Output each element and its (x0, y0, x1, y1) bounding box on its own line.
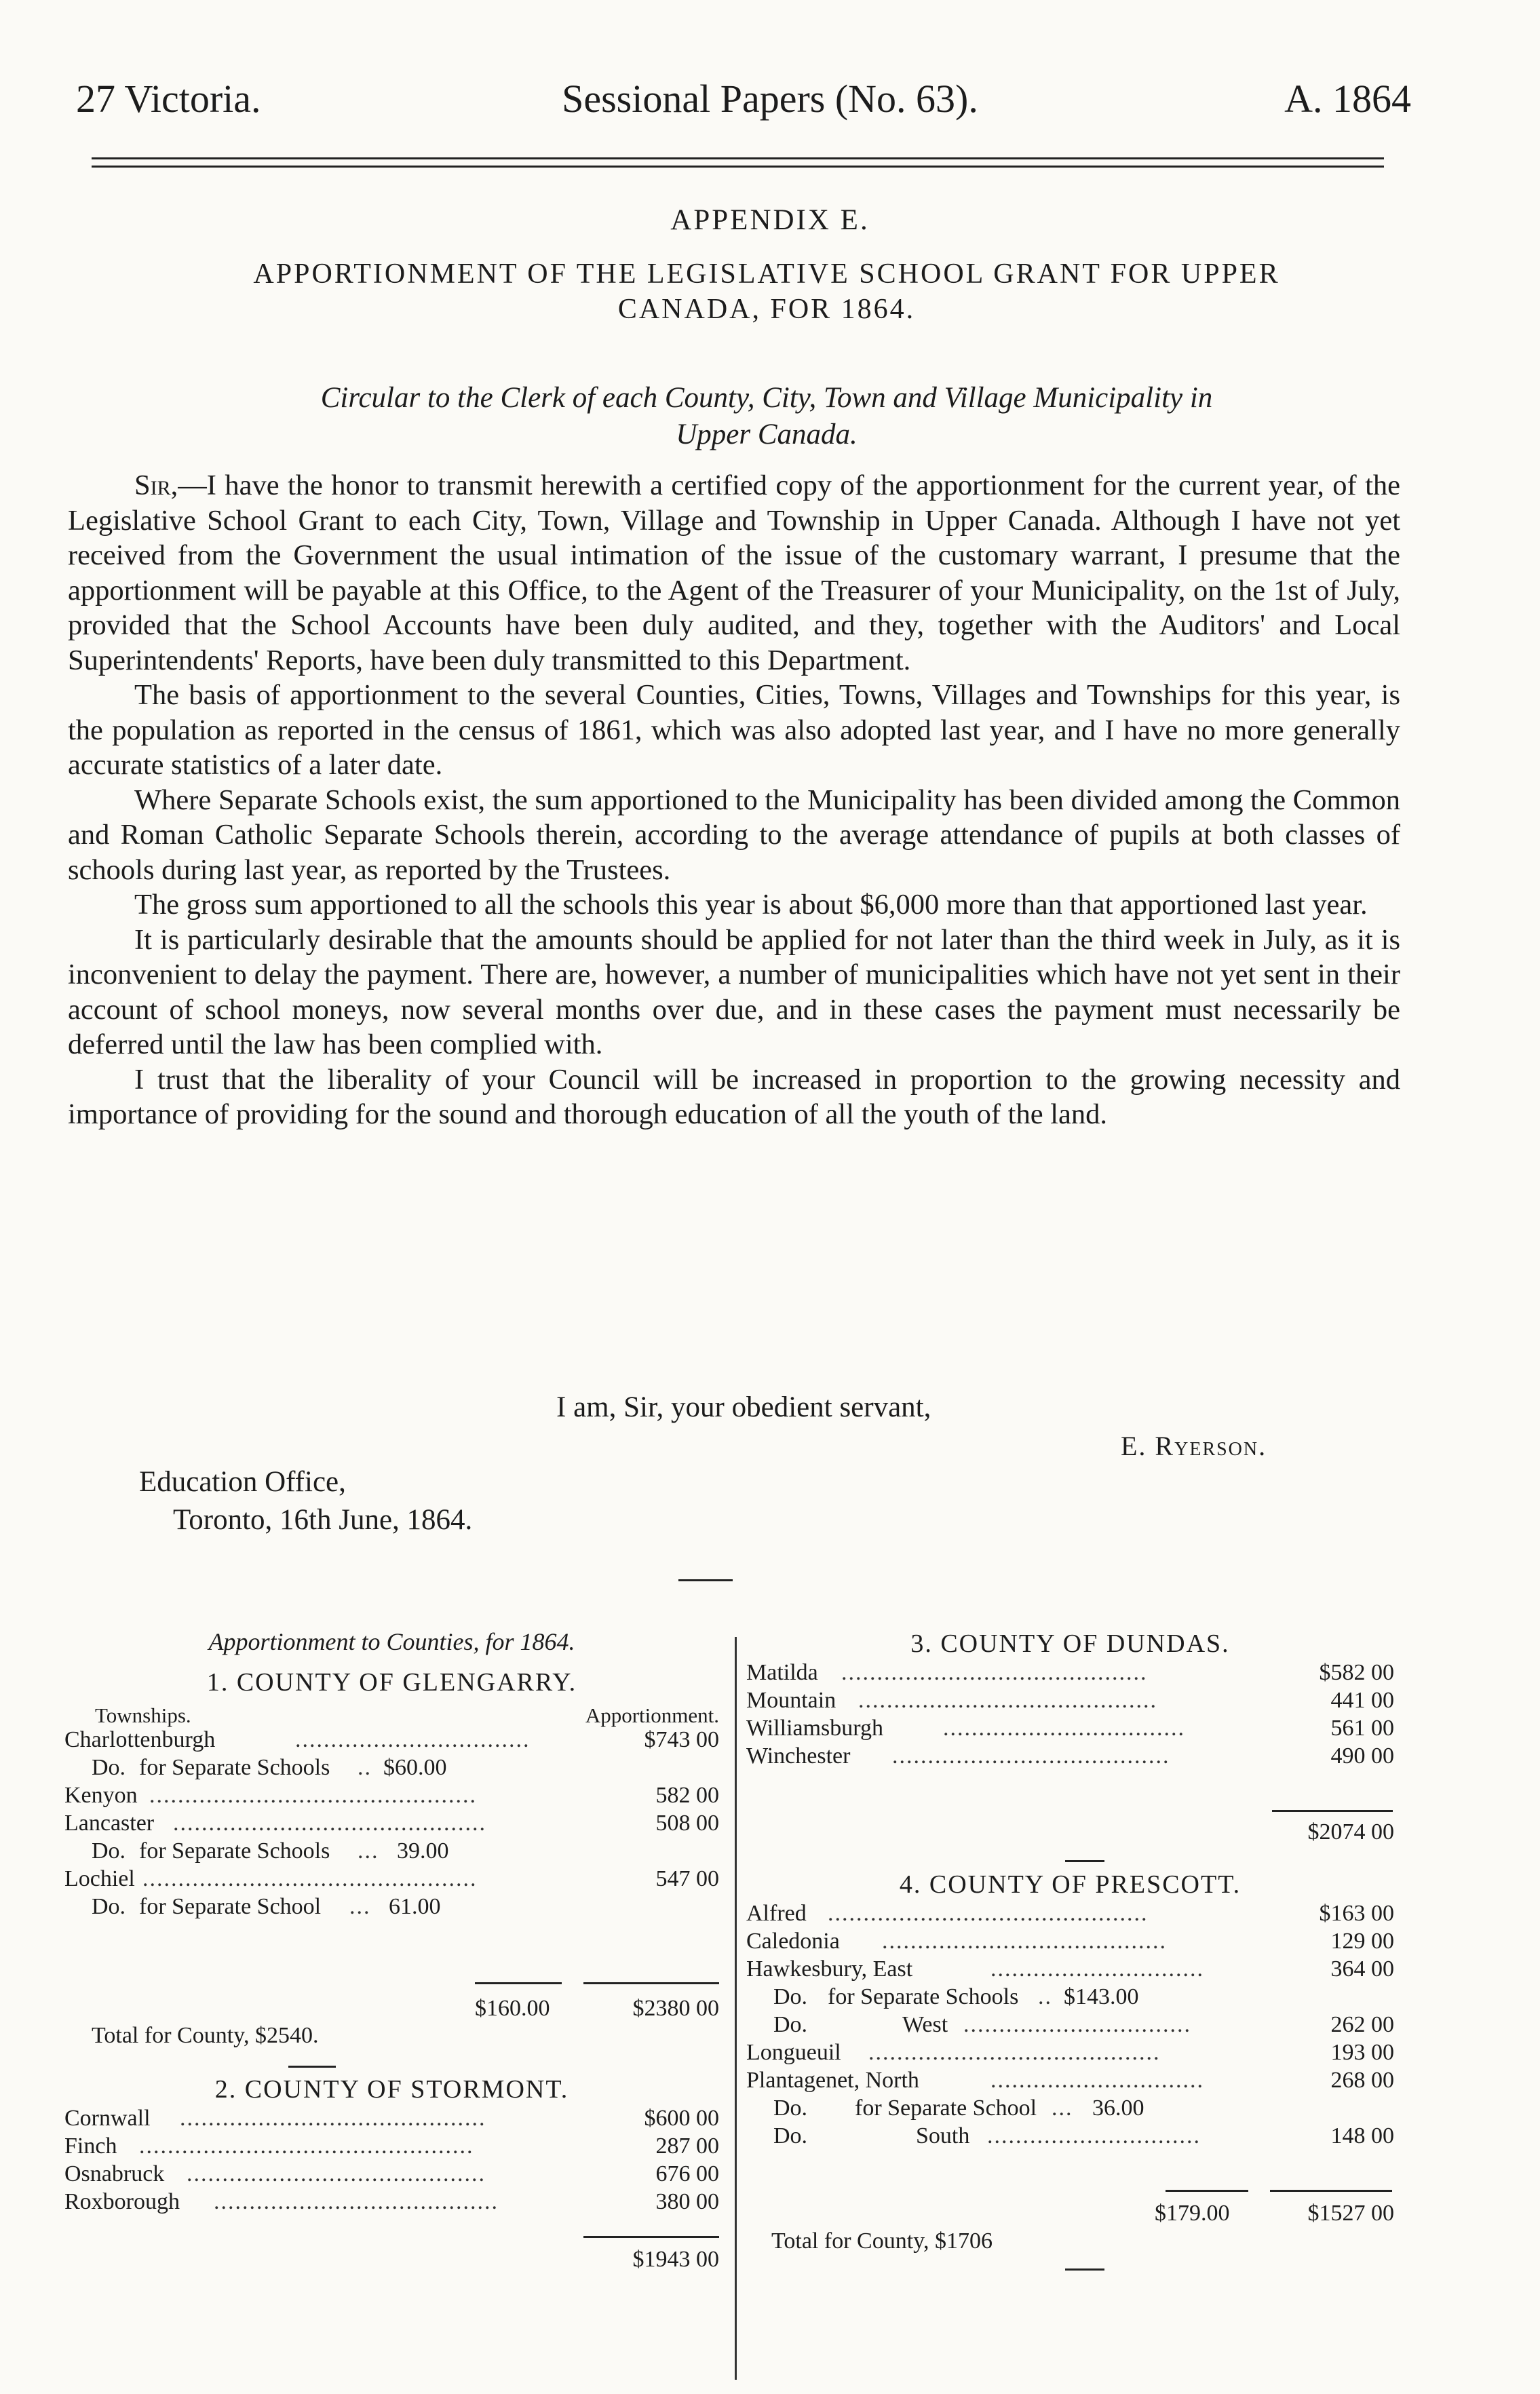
leader-dots: ... (349, 1894, 371, 1919)
leader-dots: .............................................. (149, 1783, 477, 1808)
table-row (746, 2122, 1394, 2150)
row-separate-amount: 61.00 (389, 1894, 441, 1919)
dundas-title: 3. COUNTY OF DUNDAS. (910, 1629, 1230, 1658)
row-amount: $582 00 (1319, 1660, 1394, 1685)
circular-heading (136, 380, 1398, 453)
leader-dots: ... (1052, 2096, 1073, 2121)
townships-heading: Townships. (95, 1703, 191, 1727)
row-name: Roxborough (64, 2189, 180, 2214)
row-description: South (916, 2123, 970, 2148)
row-amount: $743 00 (644, 1727, 719, 1752)
leader-dots: ... (358, 1838, 379, 1864)
closing-line: I am, Sir, your obedient servant, (556, 1391, 931, 1423)
row-amount: 547 00 (655, 1866, 719, 1891)
table-row (746, 2011, 1394, 2039)
prescott-sep-total-rule (1166, 2190, 1248, 2192)
row-amount: 676 00 (655, 2161, 719, 2186)
row-name: Charlottenburgh (64, 1727, 216, 1752)
row-amount: 508 00 (655, 1811, 719, 1836)
row-amount: 287 00 (655, 2134, 719, 2159)
leader-dots: ......................................... (868, 2040, 1161, 2065)
table-row (64, 1726, 719, 1754)
row-amount: 441 00 (1330, 1688, 1394, 1713)
row-separate-amount: 36.00 (1092, 2096, 1144, 2121)
row-amount: 582 00 (655, 1783, 719, 1808)
leader-dots: ............................................ (173, 1811, 486, 1836)
stormont-block (64, 2076, 719, 2216)
leader-dots: ........................................ (882, 1929, 1167, 1954)
row-amount: 262 00 (1330, 2012, 1394, 2037)
leader-dots: .............................. (990, 2068, 1204, 2093)
table-row (64, 1809, 719, 1837)
row-name: Kenyon (64, 1783, 138, 1808)
row-separate-amount: $143.00 (1064, 1984, 1139, 2009)
row-name: Do. (773, 1984, 808, 2009)
row-amount: $600 00 (644, 2106, 719, 2131)
prescott-separate-total: $179.00 (1155, 2201, 1230, 2226)
table-row (64, 2104, 719, 2132)
dundas-total-rule (1272, 1810, 1393, 1812)
table-divider-left (288, 2066, 336, 2068)
table-row (746, 1686, 1394, 1714)
row-name: Mountain (746, 1688, 836, 1713)
table-row (64, 1865, 719, 1893)
row-separate-amount: 39.00 (397, 1838, 449, 1864)
paragraph-1-text: —I have the honor to transmit herewith a certified copy of the apportionment for the current year, of the Legislative School Grant to each City, Town, Village and Township in Upper Canada. Although I have not yet received from the Government the usual intimation of the issue of the customary warrant, I presume that the apportionment will be payable at this Office, to the Agent of the Treasurer of your Municipality, on the 1st of July, provided that the School Accounts have been duly audited, and they, together with the Auditors' and Local Superintendents' Reports, have been duly transmitted to this Department. (68, 469, 1400, 676)
running-header (0, 76, 1540, 130)
row-amount: 193 00 (1330, 2040, 1394, 2065)
leader-dots: ................................. (295, 1727, 531, 1752)
right-column (746, 1630, 1394, 1770)
row-name: Lancaster (64, 1811, 155, 1836)
row-amount: 561 00 (1330, 1716, 1394, 1741)
table-row (64, 1893, 719, 1920)
office-line-1: Education Office, (139, 1466, 346, 1498)
leader-dots: .............................. (987, 2123, 1201, 2148)
table-row (746, 1659, 1394, 1686)
row-amount: 380 00 (655, 2189, 719, 2214)
row-name: Do. (92, 1838, 126, 1864)
header-session: 27 Victoria. (76, 77, 261, 121)
leader-dots: .......................................... (858, 1688, 1157, 1713)
letter-body (68, 468, 1400, 1132)
end-divider (1065, 2268, 1104, 2271)
stormont-total-rule (583, 2236, 719, 2238)
leader-dots: .............................. (990, 1956, 1204, 1982)
header-year: A. 1864 (1284, 77, 1411, 121)
row-name: Caledonia (746, 1929, 840, 1954)
document-title (68, 256, 1465, 327)
row-name: Do. (773, 2012, 808, 2037)
leader-dots: ............................................. (828, 1901, 1149, 1926)
leader-dots: ............................................... (139, 2134, 474, 2159)
row-amount: 364 00 (1330, 1956, 1394, 1982)
title-line-2: CANADA, FOR 1864. (617, 294, 916, 325)
column-divider (735, 1637, 737, 2380)
signature: E. Ryerson. (1121, 1431, 1267, 1461)
row-description: for Separate School (139, 1894, 322, 1919)
dundas-total: $2074 00 (1307, 1819, 1394, 1845)
column-headings (64, 1699, 719, 1726)
letter-paragraph-6: I trust that the liberality of your Council will be increased in proportion to the growing necessity and importance of providing for the sound and thorough education of all the youth of the land. (68, 1063, 1400, 1130)
section-divider (678, 1579, 733, 1581)
table-row (746, 2066, 1394, 2094)
glengarry-total: $2380 00 (632, 1996, 719, 2021)
apportionment-heading: Apportionment. (585, 1703, 719, 1727)
table-row (746, 1955, 1394, 1983)
table-row (746, 1742, 1394, 1770)
row-description: for Separate Schools (139, 1838, 330, 1864)
stormont-total: $1943 00 (632, 2247, 719, 2272)
stormont-title: 2. COUNTY OF STORMONT. (214, 2075, 569, 2104)
leader-dots: .......................................... (187, 2161, 486, 2186)
leader-dots: ........................................... (841, 1660, 1148, 1685)
letter-paragraph-1 (68, 468, 1400, 678)
row-amount: $163 00 (1319, 1901, 1394, 1926)
leader-dots: ........................................ (214, 2189, 499, 2214)
row-name: Finch (64, 2134, 117, 2159)
glengarry-title: 1. COUNTY OF GLENGARRY. (206, 1668, 577, 1697)
glengarry-sep-total-rule (475, 1982, 562, 1984)
table-caption: Apportionment to Counties, for 1864. (208, 1628, 575, 1655)
left-column (64, 1628, 719, 1920)
letter-paragraph-2: The basis of apportionment to the several Counties, Cities, Towns, Villages and Townships for this year, is the population as reported in the census of 1861, which was also adopted last year, and I have no more generally accurate statistics of a later date. (68, 679, 1400, 781)
leader-dots: ....................................... (892, 1743, 1170, 1769)
row-amount: 490 00 (1330, 1743, 1394, 1769)
row-name: Osnabruck (64, 2161, 165, 2186)
circular-line-2: Upper Canada. (676, 419, 858, 450)
row-name: Do. (92, 1894, 126, 1919)
leader-dots: ................................ (963, 2012, 1191, 2037)
row-description: West (902, 2012, 948, 2037)
table-row (746, 2094, 1394, 2122)
table-row (64, 1837, 719, 1865)
row-name: Cornwall (64, 2106, 151, 2131)
table-row (64, 2132, 719, 2160)
leader-dots: ............................................... (142, 1866, 478, 1891)
glengarry-separate-total: $160.00 (475, 1996, 550, 2021)
header-rule-top (92, 157, 1384, 159)
table-row (64, 1754, 719, 1781)
table-row (64, 2188, 719, 2216)
table-divider-right (1065, 1860, 1104, 1862)
row-name: Longueuil (746, 2040, 841, 2065)
row-amount: 148 00 (1330, 2123, 1394, 2148)
glengarry-total-rule (583, 1982, 719, 1984)
glengarry-county-total: Total for County, $2540. (92, 2023, 319, 2048)
row-name: Hawkesbury, East (746, 1956, 913, 1982)
row-description: for Separate Schools (828, 1984, 1019, 2009)
row-name: Do. (92, 1755, 126, 1780)
row-description: for Separate Schools (139, 1755, 330, 1780)
letter-paragraph-5: It is particularly desirable that the amounts should be applied for not later than the third week in July, as it is inconvenient to delay the payment. There are, however, a number of municipalities which have not yet sent in their account of school moneys, now several months over due, and in these cases the payment must necessarily be deferred until the law has been complied with. (68, 923, 1400, 1060)
table-row (746, 1983, 1394, 2011)
row-name: Do. (773, 2096, 808, 2121)
prescott-county-total: Total for County, $1706 (771, 2228, 993, 2254)
row-separate-amount: $60.00 (383, 1755, 447, 1780)
row-name: Plantagenet, North (746, 2068, 919, 2093)
leader-dots: ........................................... (180, 2106, 486, 2131)
letter-paragraph-3: Where Separate Schools exist, the sum apportioned to the Municipality has been divided among the Common and Roman Catholic Separate Schools therein, according to the average attendance of pupils at both classes of schools during last year, as reported by the Trustees. (68, 784, 1400, 886)
table-row (746, 2039, 1394, 2066)
header-series: Sessional Papers (No. 63). (562, 77, 978, 121)
table-row (64, 1781, 719, 1809)
title-line-1: APPORTIONMENT OF THE LEGISLATIVE SCHOOL GRANT FOR UPPER (253, 258, 1280, 290)
glengarry-rows (64, 1726, 719, 1920)
prescott-total-rule (1270, 2190, 1392, 2192)
leader-dots: .. (358, 1755, 372, 1780)
header-rule-bottom (92, 166, 1384, 168)
row-name: Matilda (746, 1660, 818, 1685)
circular-line-1: Circular to the Clerk of each County, City, Town and Village Municipality in (320, 382, 1213, 414)
row-amount: 129 00 (1330, 1929, 1394, 1954)
table-row (64, 2160, 719, 2188)
row-name: Winchester (746, 1743, 851, 1769)
table-row (746, 1714, 1394, 1742)
table-row (746, 1927, 1394, 1955)
appendix-heading: APPENDIX E. (670, 204, 870, 236)
leader-dots: .................................. (943, 1716, 1185, 1741)
row-name: Williamsburgh (746, 1716, 883, 1741)
row-description: for Separate School (855, 2096, 1037, 2121)
letter-paragraph-4: The gross sum apportioned to all the schools this year is about $6,000 more than that apportioned last year. (134, 889, 1368, 921)
row-name: Lochiel (64, 1866, 135, 1891)
prescott-title: 4. COUNTY OF PRESCOTT. (899, 1870, 1241, 1899)
row-amount: 268 00 (1330, 2068, 1394, 2093)
row-name: Do. (773, 2123, 808, 2148)
salutation: Sir, (134, 469, 178, 501)
prescott-block (746, 1871, 1394, 2150)
prescott-total: $1527 00 (1307, 2201, 1394, 2226)
office-line-2: Toronto, 16th June, 1864. (173, 1504, 473, 1536)
table-row (746, 1899, 1394, 1927)
row-name: Alfred (746, 1901, 807, 1926)
leader-dots: .. (1038, 1984, 1052, 2009)
